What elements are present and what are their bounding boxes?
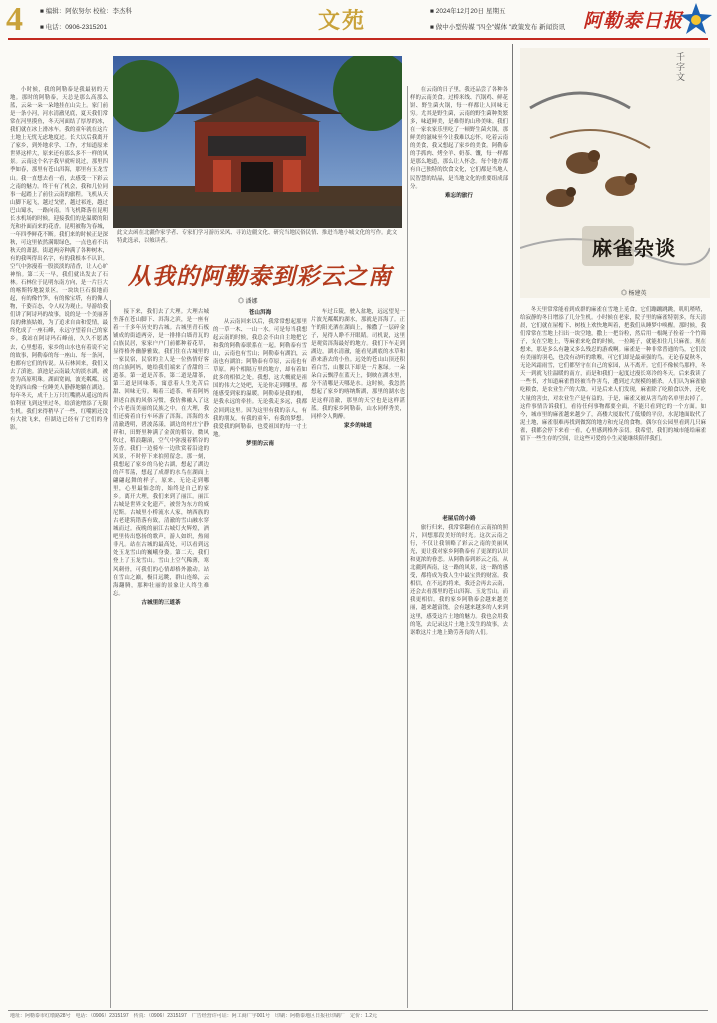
- editor-text: 编辑：阿依努尔 校检：李杰科: [45, 8, 133, 15]
- column-6: [410, 514, 508, 1008]
- column-2-text: 接下来，我们去了大理。大理古城坐落在苍山脚下、洱海之滨，是一座有着一千多年历史的古城。古城里青石板铺成的街道两旁，是一排排白墙青瓦的白族民居，家家户户门前都种着花草，显得格外幽静雅致。我们住在古城里的一家民宿，民宿的主人是一位热情好客的白族阿妈，她给我们端来了香甜的三道茶。第一道是苦茶，第二道是甜茶，第三道是回味茶，寓意着人生先苦后甜、回味无穷。喝着三道茶，听着阿妈讲述白族的风俗习惯，我仿佛融入了这个古老而美丽的民族之中。在大理，我们还骑着自行车环游了洱海。洱海的水清澈透明，碧波荡漾，湖边的村庄宁静祥和，田野里种满了金黄的稻谷。微风吹过，稻浪翻滚，空气中弥漫着稻谷的芳香。我们一边骑车一边欣赏着沿途的风景，不时停下来拍照留念。那一刻，我想起了家乡的乌伦古湖，想起了湖边的芦苇荡，想起了成群的水鸟在湖面上翩翩起舞的样子。原来，无论走到哪里，心里最惦念的，始终是自己的家乡。离开大理，我们来到了丽江。丽江古城是世界文化遗产，被誉为东方的威尼斯。古城里小桥流水人家，纳西族的古老建筑错落有致，清澈的雪山融水穿城而过。夜晚的丽江古城灯火辉煌，酒吧里传出悠扬的歌声，游人如织，热闹非凡。站在古城的最高处，可以看到远处玉龙雪山的巍峨身姿。第二天，我们登上了玉龙雪山。雪山上空气稀薄，寒风刺骨，可我们的心情却格外激动。站在雪山之巅，极目远眺，群山连绵，云海翻腾，那种壮丽的景象让人终生难忘。: [113, 309, 209, 597]
- square-icon: ■: [40, 24, 46, 31]
- column-6-text: 旅行归来，我常常翻看在云南拍的照片，回想那段美好的时光。这次云南之行，不仅让我领略了彩云之南的美丽风光，更让我对家乡阿勒泰有了更深的认识和更浓的眷恋。从阿勒泰到彩云之南，从北疆到西南，这一路的风景，这一路的感受，都将成为我人生中最宝贵的财富。我相信，在不远的将来，我还会再去云南，还会去看那里的苍山洱海、玉龙雪山。而我更相信，我的家乡阿勒泰会越来越美丽，越来越富饶，会有越来越多的人来到这里，感受这片土地的魅力。我也会用我的笔，去记录这片土地上发生的故事，去讴歌这片土地上勤劳善良的人们。: [410, 525, 508, 636]
- subhead-lake: 苍山洱海: [248, 310, 272, 316]
- photo-caption: 此文去函在北疆作家学者、专家们学习游历采风、寻访边疆文化、研究当地民俗民情、推进当地小城文化的写作。此文特此选录，以飨读者。: [117, 230, 398, 244]
- subhead-dream: 梦里的云南: [246, 440, 274, 447]
- column-4-text: 车过丘陵，驶入盆地，远远望见一片波光粼粼的湖水，那就是洱海了。正午的阳光洒在湖面上，像撒了一层碎金子，晃得人睁不开眼睛。司机说，这里是观赏洱海最好的地方。我们下车走到湖边，湖水清澈，能看见湖底的水草和游来游去的小鱼。远处的苍山山顶还积着白雪，山腰以下却是一片葱绿。一朵朵白云飘浮在蓝天上，倒映在湖水里，分不清哪是天哪是水。这时候，我忽然想起了家乡的喀纳斯湖，那里的湖水也是这样清澈，那里的天空也是这样湛蓝。我的家乡阿勒泰，山水同样秀美，同样令人陶醉。: [311, 309, 405, 420]
- square-icon: ■: [40, 8, 46, 15]
- footer-rule: [8, 1010, 708, 1011]
- column-3-text: 从云南回来以后，我常常想起那里的一草一木、一山一水。可是每当我想起云南的时候，我总会不由自主地把它和我的阿勒泰联系在一起。阿勒泰有雪山，云南也有雪山；阿勒泰有湖泊，云南也有湖泊；阿勒泰有草原，云南也有草原。两个相隔万里的地方，却有着如此多的相似之处。我想，这大概就是祖国的伟大之处吧，无论你走到哪里，都能感受到家的温暖。阿勒泰是我的根，是我永远的牵挂。无论我走多远，我都会回到这里。因为这里有我的亲人，有我的朋友，有我的童年，有我的梦想。我爱我的阿勒泰，也爱祖国的每一寸土地。: [213, 319, 307, 438]
- right-article-body: [520, 306, 706, 1008]
- slogan-line: [430, 22, 565, 31]
- column-divider-1: [110, 300, 111, 1008]
- column-divider-center: [407, 86, 408, 1008]
- column-5: [410, 86, 508, 508]
- page-number: 4: [6, 1, 23, 38]
- subhead-trip: 难忘的旅行: [445, 192, 473, 199]
- feature-headline: 从我的阿勒泰到彩云之南: [128, 264, 392, 289]
- column-5-text: 在云南的日子里，我还品尝了各种各样的云南美食。过桥米线、汽锅鸡、鲜花饼、野生菌火锅，每一样都让人回味无穷。尤其是野生菌，云南的野生菌种类繁多，味道鲜美，是难得的山珍美味。我们在一家农家乐里吃了一顿野生菌火锅，那鲜美的滋味至今让我难以忘怀。吃着云南的美食，我又想起了家乡的美食。阿勒泰的手抓肉、烤全羊、奶茶、馕，每一样都是那么地道，那么让人怀念。每个地方都有自己独特的饮食文化，它们都是当地人民智慧的结晶，是当地文化的重要组成部分。: [410, 87, 508, 190]
- date-text: 2024年12月20日 星期五: [435, 8, 506, 15]
- subhead-tea: 古城里的三道茶: [141, 599, 181, 606]
- slogan-text: 做中小型传媒 "四全"媒体 "政策发布 新闻资讯: [435, 24, 566, 31]
- square-icon: ■: [430, 8, 436, 15]
- subhead-path: 老屋后的小路: [442, 516, 476, 522]
- right-headline: 麻雀杂谈: [592, 238, 676, 260]
- column-3: [213, 308, 307, 1008]
- column-4: [311, 308, 405, 1008]
- phone-text: 电话：0906-2315201: [45, 24, 108, 31]
- section-title: 文苑: [318, 8, 367, 33]
- square-icon: ■: [430, 24, 436, 31]
- illustration-caption: 千字文: [676, 52, 686, 82]
- column-2: [113, 308, 209, 1008]
- phone-line: [40, 22, 107, 31]
- column-1: [10, 86, 108, 1008]
- paper-name: 阿勒泰日报: [583, 11, 684, 32]
- feature-byline: ◎ 潘娜: [238, 299, 258, 305]
- subhead-taste: 家乡的味道: [344, 422, 372, 429]
- right-article-text: 冬天里常常能看到成群的麻雀在雪地上觅食。它们蹦蹦跳跳，叽叽喳喳，给寂静的冬日增添了几分生机。小时候在老家，院子里的麻雀特别多，每天清晨，它们就在屋檐下、树枝上欢快地叫着，把我们从睡梦中唤醒。那时候，我们常常在雪地上扫出一块空地，撒上一把谷粒，然后用一根绳子拴着一个竹筛子，支在空地上，等麻雀来吃食的时候，一拉绳子，就能扣住几只麻雀。现在想来，那是多么有趣又多么残忍的游戏啊。麻雀是一种非常普通的鸟，它们没有美丽的羽毛，也没有动听的歌喉，可它们却是最顽强的鸟。无论春夏秋冬，无论风霜雨雪，它们都坚守在自己的家园，从不离开。它们不像候鸟那样，冬天一到就飞往温暖的南方，而是和我们一起度过漫长寒冷的冬天。后来我读了一些书，才知道麻雀曾经被当作害鸟，遭到过大规模的捕杀。人们认为麻雀偷吃粮食，是农业生产的大敌。可是后来人们发现，麻雀除了吃粮食以外，还吃大量的害虫，对农业生产是有益的。于是，麻雀又被从害鸟的名单里去掉了。这件事情告诉我们，看待任何事物都要全面，不能只看到它的一个方面。如今，城市里的麻雀越来越少了，高楼大厦取代了低矮的平房，水泥地面取代了泥土地，麻雀很难再找到做窝的地方和充足的食物。偶尔在公园里看到几只麻雀，我都会停下来看一看，心里感到格外亲切。我希望，我们的城市能给麻雀留下一些生存的空间，让这些可爱的小生灵能继续陪伴我们。: [520, 307, 706, 442]
- date-line: [430, 6, 505, 15]
- feature-photo: [113, 56, 402, 228]
- section-divider: [512, 44, 513, 1010]
- header-rule: [8, 38, 708, 40]
- editor-line: [40, 6, 132, 15]
- paper-logo-icon: [679, 2, 713, 36]
- footer-text: 地址：阿勒泰市红墩路28号 电话：（0906）2315197 传真：（0906）2315197 广告经营许可证：阿工商广字001号 印刷：阿勒泰地区日报社印刷厂 定价：1.2元: [10, 1013, 378, 1019]
- column-1-text: 小时候，我的阿勒泰是我最初的天地。那时的阿勒泰，天总是那么高那么蓝，云朵一朵一朵地挂在山尖上。家门前是一条小河，河水清澈见底，夏天我们常常在河里摸鱼，冬天河面结了厚厚的冰，我们就在冰上滑冰车。我的童年就在这片土地上无忧无虑地度过。长大以后我离开了家乡，到外地求学、工作，才知道原来世界这样大，原来还有那么多不一样的风景。云南这个名字我早就听说过，那里四季如春，那里有苍山洱海，那里有玉龙雪山。我一直想去看一看，去感受一下彩云之南的魅力。终于有了机会，我和几位同事一起踏上了前往云南的旅程。飞机从天山脚下起飞，越过戈壁，越过祁连，越过巴山蜀水，一路向南。当飞机降落在昆明长水机场的时候，迎接我们的是温暖的阳光和扑面而来的花香。昆明被称为春城，一年四季鲜花不断。我们来的时候正是深秋，可这里依然满眼绿色，一点也看不出秋天的萧瑟。街道两旁种满了各种树木，有的我叫得出名字，有的我根本不认识。空气中弥漫着一股淡淡的清香，让人心旷神怡。第二天一早，我们就出发去了石林。石林位于昆明东南方向，是一片巨大的喀斯特地貌景区。一块块巨石拔地而起，有的像竹笋，有的像宝塔，有的像人物，千姿百态，令人叹为观止。导游给我们讲了阿诗玛的故事，说的是一个美丽善良的彝族姑娘，为了追求自由和爱情，最终化成了一座石峰，永远守望着自己的家乡。我站在阿诗玛石峰前，久久不愿离去，心里想着，家乡的山水也有着说不完的故事，阿勒泰的每一座山、每一条河，也都有它们的传说。从石林回来，我们又去了滇池。滇池是云南最大的淡水湖，被誉为高原明珠。湖面宽阔，波光粼粼，远处的西山像一位睡美人静静地躺在湖边。每年冬天，成千上万只红嘴鸥从遥远的西伯利亚飞到这里过冬，给滇池增添了无限生机。我们来得稍早了一些，红嘴鸥还没有大批飞来，但湖边已经有了它们的身影。: [10, 87, 108, 431]
- right-byline: ◎ 杨建英: [621, 291, 647, 297]
